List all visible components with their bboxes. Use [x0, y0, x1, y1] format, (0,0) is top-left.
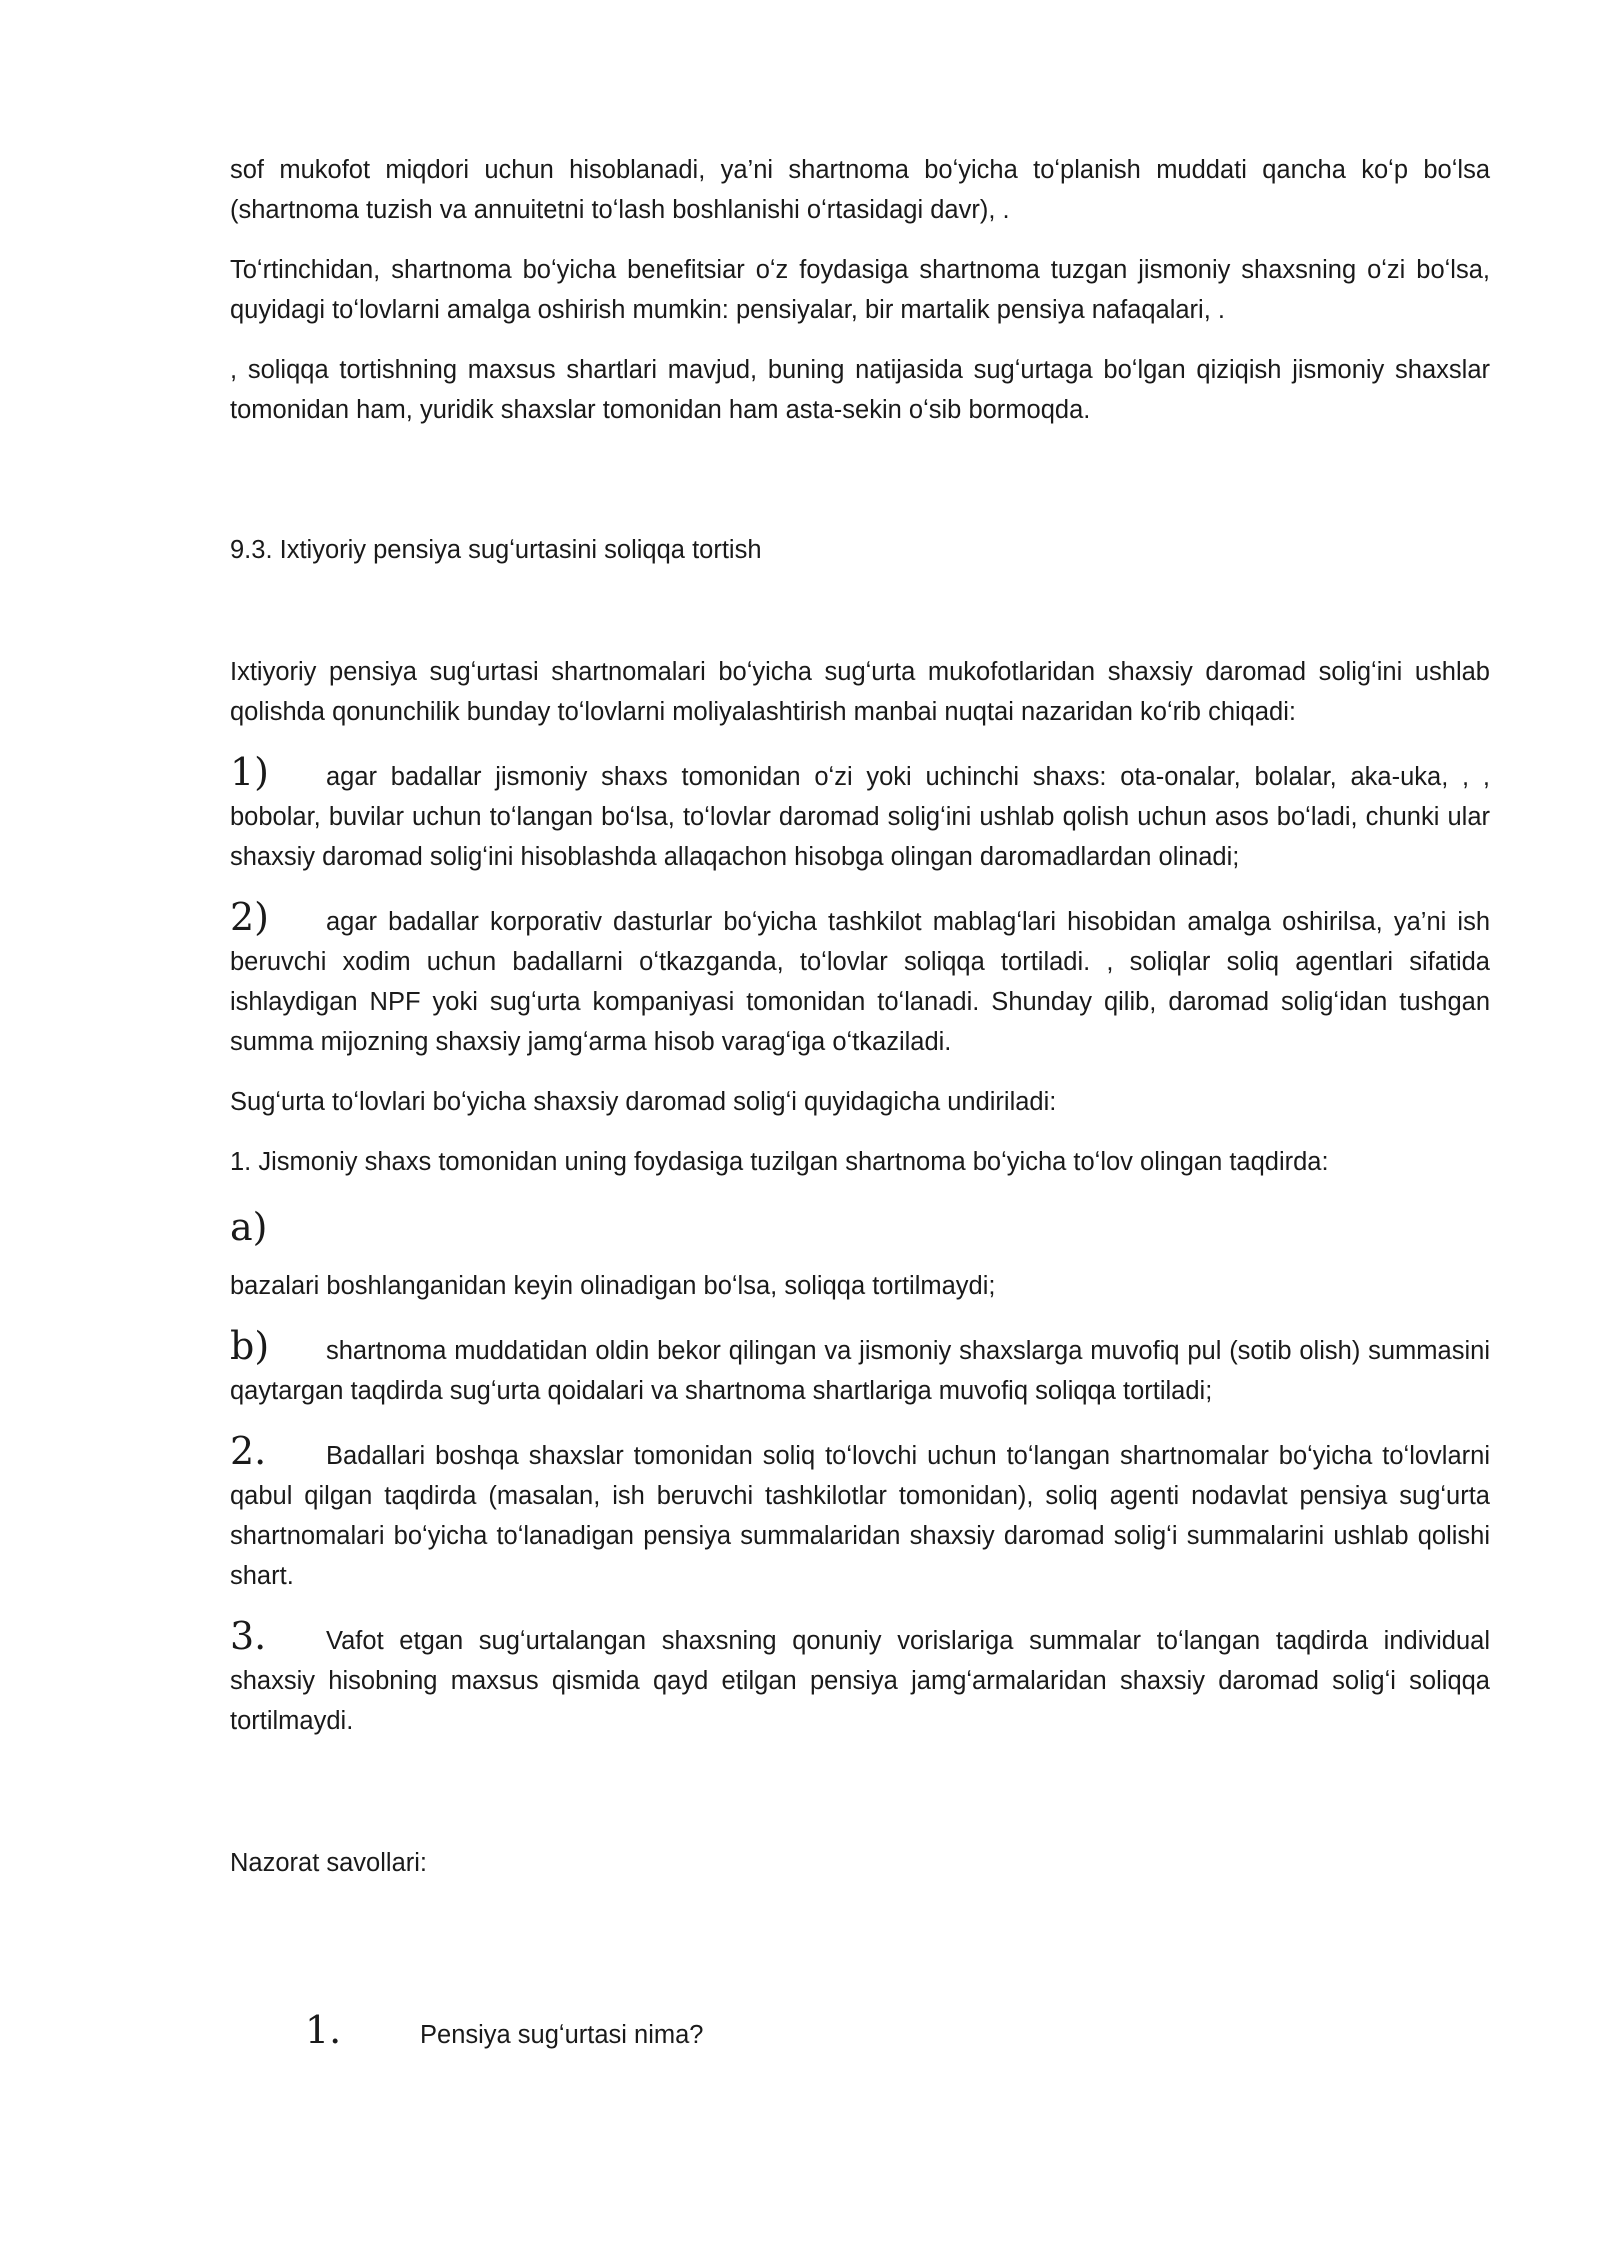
question-number: 1. [305, 2008, 342, 2052]
question-item [305, 2008, 703, 2052]
paragraph: 1. Jismoniy shaxs tomonidan uning foydasiga tuzilgan shartnoma boʻyicha toʻlov olingan taqdirda: [230, 1148, 1329, 1176]
control-questions-heading: Nazorat savollari: [230, 1849, 427, 1877]
paragraph: bazalari boshlanganidan keyin olinadigan boʻlsa, soliqqa tortilmaydi; [230, 1272, 996, 1300]
list-item-text: agar badallar korporativ dasturlar boʻyicha tashkilot mablagʻlari hisobidan amalga oshirilsa, ya’ni ish beruvchi xodim uchun badallarni oʻtkazganda, toʻlovlar soliqqa tortiladi. , soliqlar soliq agentlari sifatida ishlaydigan NPF yoki sugʻurta kompaniyasi tomonidan toʻlanadi. Shunday qilib, daromad soligʻidan tushgan summa mijozning shaxsiy jamgʻarma hisob varagʻiga oʻtkaziladi. [230, 908, 1490, 1056]
list-marker-b: b) [230, 1324, 270, 1368]
list-item [230, 752, 1490, 877]
list-marker-a: a) [230, 1205, 268, 1249]
paragraph: Ixtiyoriy pensiya sugʻurtasi shartnomalari boʻyicha sugʻurta mukofotlaridan shaxsiy daromad soligʻini ushlab qolishda qonunchilik bunday toʻlovlarni moliyalashtirish manbai nuqtai nazaridan koʻrib chiqadi: [230, 658, 1490, 726]
list-item [230, 1616, 1490, 1741]
paragraph: Toʻrtinchidan, shartnoma boʻyicha benefitsiar oʻz foydasiga shartnoma tuzgan jismoniy shaxsning oʻzi boʻlsa, quyidagi toʻlovlarni amalga oshirish mumkin: pensiyalar, bir martalik pensiya nafaqalari, . [230, 256, 1490, 324]
list-number: 2) [230, 895, 270, 939]
paragraph: , soliqqa tortishning maxsus shartlari mavjud, buning natijasida sugʻurtaga boʻlgan qiziqish jismoniy shaxslar tomonidan ham, yuridik shaxslar tomonidan ham asta-sekin oʻsib bormoqda. [230, 356, 1490, 424]
list-number: 2. [230, 1429, 267, 1473]
list-item-text: Vafot etgan sugʻurtalangan shaxsning qonuniy vorislariga summalar toʻlangan taqdirda individual shaxsiy hisobning maxsus qismida qayd etilgan pensiya jamgʻarmalaridan shaxsiy daromad soligʻi soliqqa tortilmaydi. [230, 1627, 1490, 1735]
list-item [230, 1431, 1490, 1596]
list-item [230, 897, 1490, 1062]
list-item-text: Badallari boshqa shaxslar tomonidan soliq toʻlovchi uchun toʻlangan shartnomalar boʻyicha toʻlovlarni qabul qilgan taqdirda (masalan, ish beruvchi tashkilotlar tomonidan), soliq agenti nodavlat pensiya sugʻurta shartnomalari boʻyicha toʻlanadigan pensiya summalaridan shaxsiy daromad soligʻi summalarini ushlab qolishi shart. [230, 1442, 1490, 1590]
paragraph: Sugʻurta toʻlovlari boʻyicha shaxsiy daromad soligʻi quyidagicha undiriladi: [230, 1088, 1057, 1116]
spacer [230, 450, 1490, 530]
question-text: Pensiya sugʻurtasi nima? [420, 2021, 704, 2049]
list-number: 1) [230, 750, 270, 794]
document-body [230, 150, 1490, 1883]
list-item-text: shartnoma muddatidan oldin bekor qilingan va jismoniy shaxslarga muvofiq pul (sotib olish) summasini qaytargan taqdirda sugʻurta qoidalari va shartnoma shartlariga muvofiq soliqqa tortiladi; [230, 1337, 1490, 1405]
list-item-text: agar badallar jismoniy shaxs tomonidan oʻzi yoki uchinchi shaxs: ota-onalar, bolalar, aka-uka, , , bobolar, buvilar uchun toʻlangan boʻlsa, toʻlovlar daromad soligʻini ushlab qolish uchun asos boʻladi, chunki ular shaxsiy daromad soligʻini hisoblashda allaqachon hisobga olingan daromadlardan olinadi; [230, 763, 1490, 871]
list-item [230, 1326, 1490, 1411]
spacer [230, 570, 1490, 652]
paragraph: sof mukofot miqdori uchun hisoblanadi, ya’ni shartnoma boʻyicha toʻplanish muddati qancha koʻp boʻlsa (shartnoma tuzish va annuitetni toʻlash boshlanishi oʻrtasidagi davr), . [230, 156, 1490, 224]
section-heading: 9.3. Ixtiyoriy pensiya sugʻurtasini soliqqa tortish [230, 536, 762, 564]
list-number: 3. [230, 1614, 267, 1658]
spacer [230, 1761, 1490, 1843]
